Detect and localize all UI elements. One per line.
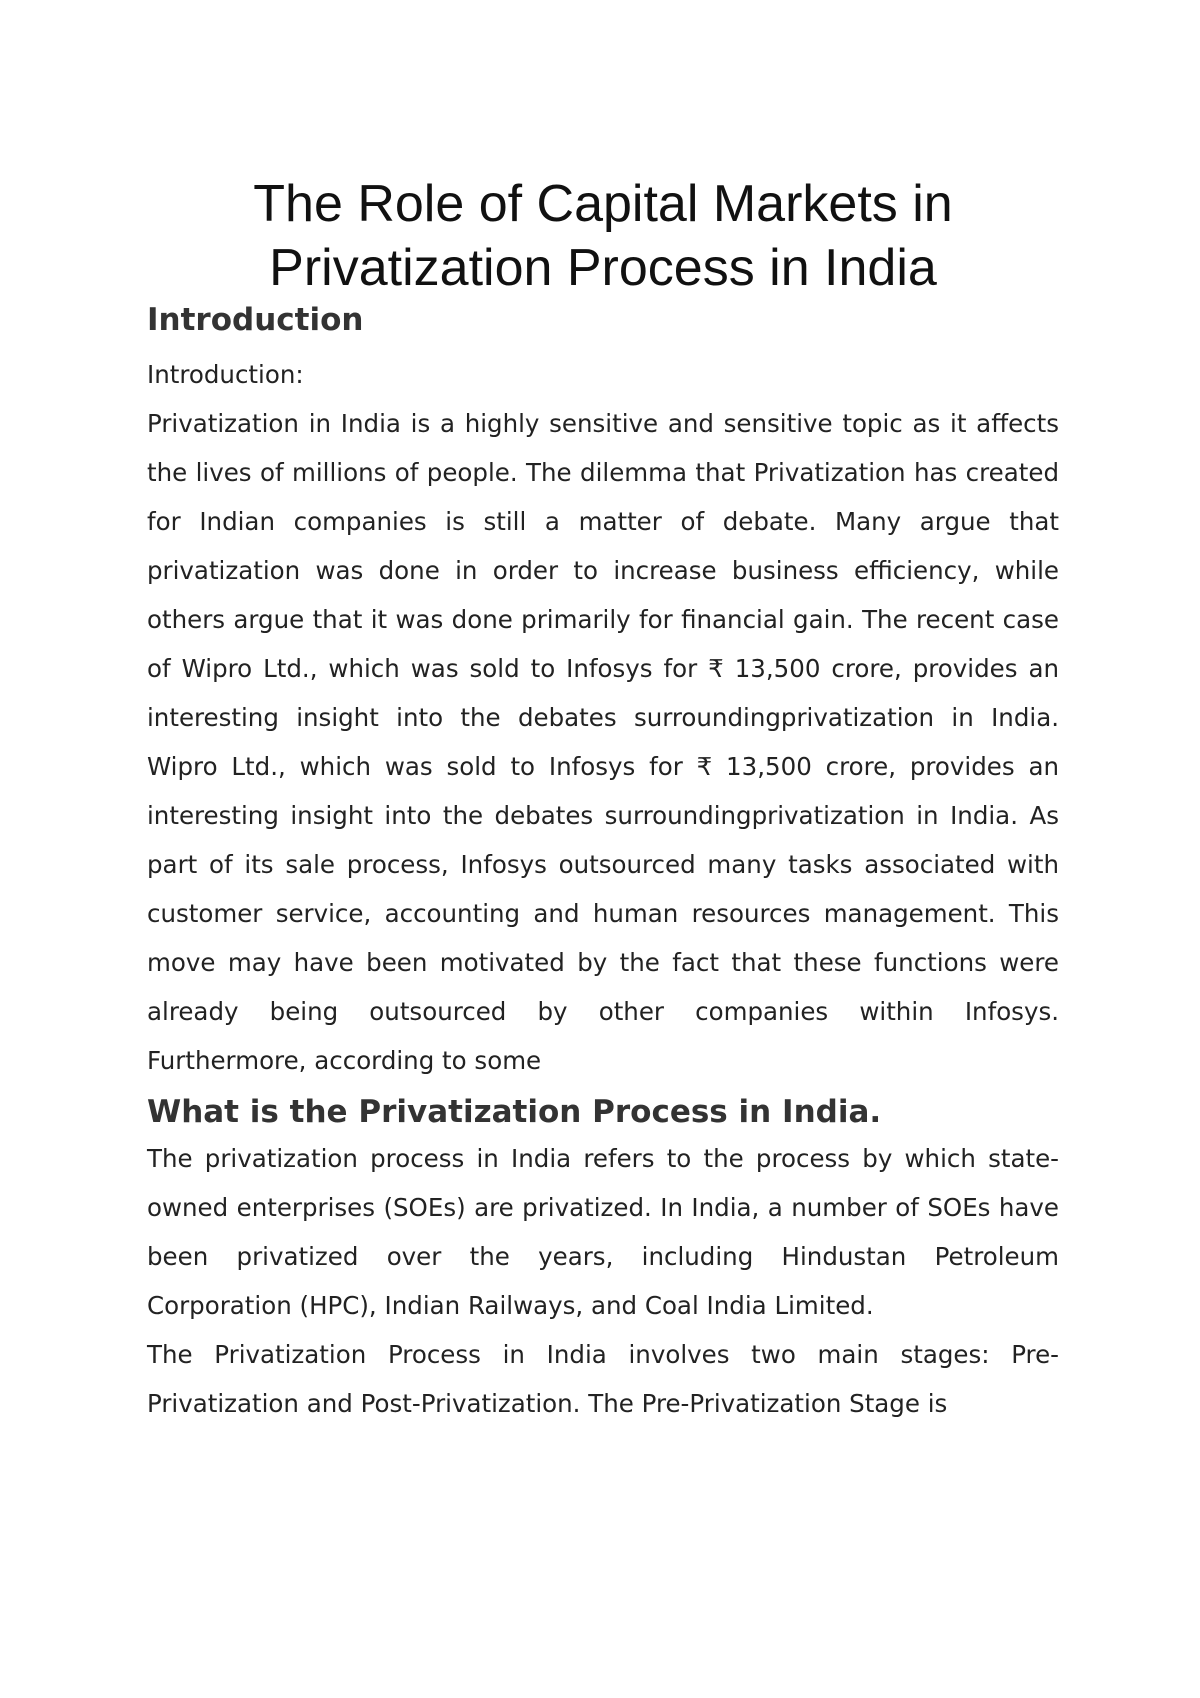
privatization-process-paragraph-2: The Privatization Process in India involves two main stages: Pre-Privatization and Post-Privatization. The Pre-Privatization Stage is bbox=[147, 1340, 1059, 1418]
section-heading-privatization-process: What is the Privatization Process in India. bbox=[147, 1094, 882, 1130]
section-heading-introduction: Introduction bbox=[147, 302, 364, 338]
privatization-process-paragraph-1: The privatization process in India refers to the process by which state-owned enterprises (SOEs) are privatized. In India, a number of SOEs have been privatized over the years, including Hindustan Petroleum Corporation (HPC), Indian Railways, and Coal India Limited. bbox=[147, 1144, 1059, 1320]
introduction-label: Introduction: bbox=[147, 360, 304, 389]
document-body bbox=[147, 172, 1059, 1428]
introduction-paragraph: Privatization in India is a highly sensitive and sensitive topic as it affects the lives of millions of people. The dilemma that Privatization has created for Indian companies is still a matter of debate. Many argue that privatization was done in order to increase business efficiency, while others argue that it was done primarily for financial gain. The recent case of Wipro Ltd., which was sold to Infosys for ₹ 13,500 crore, provides an interesting insight into the debates surroundingprivatization in India. Wipro Ltd., which was sold to Infosys for ₹ 13,500 crore, provides an interesting insight into the debates surroundingprivatization in India. As part of its sale process, Infosys outsourced many tasks associated with customer service, accounting and human resources management. This move may have been motivated by the fact that these functions were already being outsourced by other companies within Infosys. Furthermore, according to some bbox=[147, 409, 1059, 1075]
document-title: The Role of Capital Markets in Privatization Process in India bbox=[253, 175, 953, 297]
